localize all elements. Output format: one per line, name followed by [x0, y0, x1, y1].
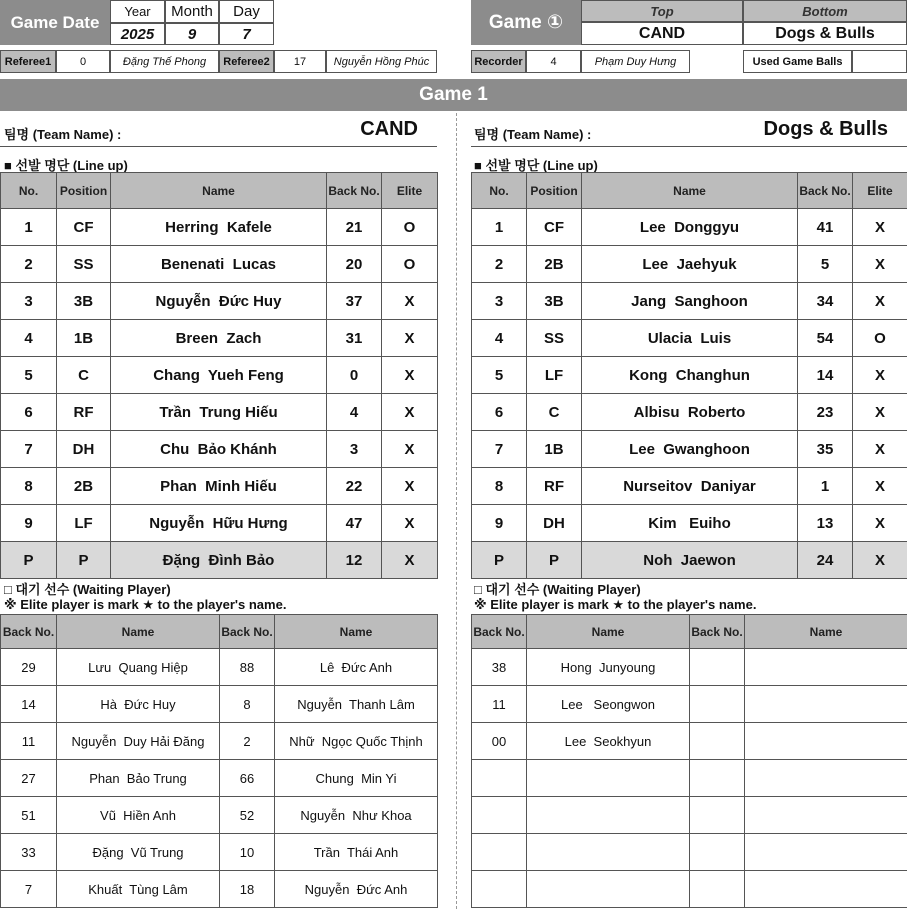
- col-back-header: Back No.: [798, 173, 853, 209]
- back-number: 14: [1, 686, 57, 723]
- elite-mark: X: [853, 394, 907, 431]
- back-number: 54: [798, 320, 853, 357]
- back-number: 66: [220, 760, 275, 797]
- position: DH: [57, 431, 111, 468]
- player-name: Albisu Roberto: [582, 394, 798, 431]
- back-number: [690, 723, 745, 760]
- col-elite-header: Elite: [382, 173, 438, 209]
- player-name: Trần Thái Anh: [275, 834, 438, 871]
- position: SS: [57, 246, 111, 283]
- elite-mark: X: [382, 431, 438, 468]
- back-number: [690, 686, 745, 723]
- position: CF: [57, 209, 111, 246]
- back-number: 27: [1, 760, 57, 797]
- lineup-row: [472, 209, 907, 246]
- right-lineup-table: [471, 172, 907, 579]
- player-name: Lê Đức Anh: [275, 649, 438, 686]
- back-number: 35: [798, 431, 853, 468]
- back-number: 37: [327, 283, 382, 320]
- position: SS: [527, 320, 582, 357]
- back-number: 8: [220, 686, 275, 723]
- lineup-row: [1, 246, 438, 283]
- player-name: [527, 871, 690, 908]
- player-name: Đặng Vũ Trung: [57, 834, 220, 871]
- player-name: Lee Gwanghoon: [582, 431, 798, 468]
- elite-mark: X: [853, 357, 907, 394]
- back-number: [690, 649, 745, 686]
- elite-mark: X: [853, 505, 907, 542]
- game-banner: Game 1: [0, 79, 907, 111]
- back-number: 34: [798, 283, 853, 320]
- right-lineup-label: ■ 선발 명단 (Line up): [474, 158, 598, 173]
- left-elite-note: ※ Elite player is mark ★ to the player's name.: [4, 597, 287, 612]
- left-team-name: CAND: [360, 118, 418, 140]
- batting-order: 7: [1, 431, 57, 468]
- waiting-row: [472, 723, 907, 760]
- batting-order: 9: [472, 505, 527, 542]
- col-name-header: Name: [745, 615, 907, 649]
- left-waiting-table: [0, 614, 438, 908]
- back-number: 0: [327, 357, 382, 394]
- back-number: [690, 760, 745, 797]
- player-name: Nurseitov Daniyar: [582, 468, 798, 505]
- back-number: 88: [220, 649, 275, 686]
- waiting-row: [1, 834, 438, 871]
- position: P: [57, 542, 111, 579]
- back-number: 12: [327, 542, 382, 579]
- batting-order: 3: [1, 283, 57, 320]
- waiting-row: [472, 649, 907, 686]
- elite-mark: X: [382, 357, 438, 394]
- lineup-row: [1, 394, 438, 431]
- back-number: 31: [327, 320, 382, 357]
- back-number: 2: [220, 723, 275, 760]
- position: RF: [527, 468, 582, 505]
- batting-order: 6: [472, 394, 527, 431]
- batting-order: 6: [1, 394, 57, 431]
- back-number: 1: [798, 468, 853, 505]
- position: 3B: [527, 283, 582, 320]
- back-number: 51: [1, 797, 57, 834]
- player-name: Trần Trung Hiếu: [111, 394, 327, 431]
- col-no-header: No.: [472, 173, 527, 209]
- player-name: [745, 871, 907, 908]
- player-name: [745, 686, 907, 723]
- position: CF: [527, 209, 582, 246]
- col-name-header: Name: [111, 173, 327, 209]
- player-name: Hà Đức Huy: [57, 686, 220, 723]
- player-name: [527, 834, 690, 871]
- recorder-number: 4: [526, 50, 581, 73]
- lineup-row: [472, 357, 907, 394]
- player-name: [745, 834, 907, 871]
- player-name: Khuất Tùng Lâm: [57, 871, 220, 908]
- month-label: Month: [165, 0, 219, 23]
- back-number: 3: [327, 431, 382, 468]
- player-name: Chu Bảo Khánh: [111, 431, 327, 468]
- back-number: 24: [798, 542, 853, 579]
- player-name: Breen Zach: [111, 320, 327, 357]
- position: 2B: [57, 468, 111, 505]
- batting-order: 8: [472, 468, 527, 505]
- position: P: [527, 542, 582, 579]
- player-name: [745, 723, 907, 760]
- back-number: 7: [1, 871, 57, 908]
- waiting-row: [1, 723, 438, 760]
- batting-order: 5: [472, 357, 527, 394]
- batting-order: 9: [1, 505, 57, 542]
- batting-order: 4: [1, 320, 57, 357]
- month-value: 9: [165, 23, 219, 45]
- lineup-row: [472, 468, 907, 505]
- col-back-header: Back No.: [327, 173, 382, 209]
- player-name: Jang Sanghoon: [582, 283, 798, 320]
- referee2-number: 17: [274, 50, 326, 73]
- elite-mark: X: [382, 394, 438, 431]
- referee1-label: Referee1: [0, 50, 56, 73]
- waiting-row: [472, 760, 907, 797]
- top-label: Top: [581, 0, 743, 22]
- back-number: 33: [1, 834, 57, 871]
- back-number: 29: [1, 649, 57, 686]
- batting-order: P: [472, 542, 527, 579]
- waiting-row: [472, 834, 907, 871]
- right-team-underline: [471, 146, 907, 147]
- top-team: CAND: [581, 22, 743, 45]
- back-number: 11: [1, 723, 57, 760]
- center-divider: [456, 113, 457, 909]
- referee2-label: Referee2: [219, 50, 274, 73]
- referee2-name: Nguyễn Hồng Phúc: [326, 50, 437, 73]
- player-name: [745, 797, 907, 834]
- right-waiting-label: □ 대기 선수 (Waiting Player): [474, 582, 641, 597]
- lineup-row: [472, 542, 907, 579]
- position: LF: [527, 357, 582, 394]
- referee1-number: 0: [56, 50, 110, 73]
- waiting-row: [472, 686, 907, 723]
- lineup-row: [1, 505, 438, 542]
- elite-mark: X: [853, 209, 907, 246]
- position: RF: [57, 394, 111, 431]
- elite-mark: X: [382, 468, 438, 505]
- game-date-label: Game Date: [0, 0, 110, 45]
- elite-mark: X: [382, 320, 438, 357]
- elite-mark: X: [853, 468, 907, 505]
- col-name-header: Name: [57, 615, 220, 649]
- elite-mark: O: [382, 246, 438, 283]
- back-number: 21: [327, 209, 382, 246]
- col-back-header: Back No.: [1, 615, 57, 649]
- back-number: 41: [798, 209, 853, 246]
- col-name-header: Name: [527, 615, 690, 649]
- right-team-name-label: 팀명 (Team Name) :: [474, 127, 592, 142]
- elite-mark: X: [382, 542, 438, 579]
- batting-order: 4: [472, 320, 527, 357]
- player-name: Nguyễn Thanh Lâm: [275, 686, 438, 723]
- player-name: Nguyễn Đức Anh: [275, 871, 438, 908]
- lineup-row: [1, 209, 438, 246]
- player-name: Chung Min Yi: [275, 760, 438, 797]
- back-number: [472, 834, 527, 871]
- back-number: [690, 871, 745, 908]
- batting-order: 5: [1, 357, 57, 394]
- position: LF: [57, 505, 111, 542]
- lineup-row: [1, 283, 438, 320]
- elite-mark: X: [382, 505, 438, 542]
- back-number: 47: [327, 505, 382, 542]
- col-name-header: Name: [582, 173, 798, 209]
- back-number: 10: [220, 834, 275, 871]
- elite-mark: O: [382, 209, 438, 246]
- batting-order: 7: [472, 431, 527, 468]
- player-name: [745, 649, 907, 686]
- bottom-team: Dogs & Bulls: [743, 22, 907, 45]
- col-position-header: Position: [57, 173, 111, 209]
- batting-order: 1: [1, 209, 57, 246]
- left-team-underline: [0, 146, 437, 147]
- right-team-name: Dogs & Bulls: [763, 118, 888, 140]
- back-number: 18: [220, 871, 275, 908]
- waiting-row: [1, 649, 438, 686]
- waiting-row: [1, 797, 438, 834]
- elite-mark: X: [382, 283, 438, 320]
- position: 1B: [57, 320, 111, 357]
- col-elite-header: Elite: [853, 173, 907, 209]
- lineup-row: [472, 320, 907, 357]
- elite-mark: X: [853, 246, 907, 283]
- waiting-row: [472, 871, 907, 908]
- player-name: Nguyễn Như Khoa: [275, 797, 438, 834]
- player-name: Kong Changhun: [582, 357, 798, 394]
- batting-order: 1: [472, 209, 527, 246]
- player-name: Vũ Hiền Anh: [57, 797, 220, 834]
- left-lineup-table: [0, 172, 438, 579]
- back-number: 00: [472, 723, 527, 760]
- position: 3B: [57, 283, 111, 320]
- back-number: 38: [472, 649, 527, 686]
- batting-order: 3: [472, 283, 527, 320]
- left-lineup-label: ■ 선발 명단 (Line up): [4, 158, 128, 173]
- batting-order: 8: [1, 468, 57, 505]
- player-name: Phan Bảo Trung: [57, 760, 220, 797]
- position: DH: [527, 505, 582, 542]
- col-no-header: No.: [1, 173, 57, 209]
- player-name: Phan Minh Hiếu: [111, 468, 327, 505]
- used-game-balls-value: [852, 50, 907, 73]
- col-back-header: Back No.: [690, 615, 745, 649]
- batting-order: P: [1, 542, 57, 579]
- position: 1B: [527, 431, 582, 468]
- player-name: [527, 797, 690, 834]
- referee1-name: Đặng Thế Phong: [110, 50, 219, 73]
- player-name: Đặng Đình Bảo: [111, 542, 327, 579]
- lineup-row: [1, 357, 438, 394]
- back-number: [472, 797, 527, 834]
- player-name: Nhữ Ngọc Quốc Thịnh: [275, 723, 438, 760]
- lineup-row: [1, 431, 438, 468]
- back-number: 5: [798, 246, 853, 283]
- right-elite-note: ※ Elite player is mark ★ to the player's name.: [474, 597, 757, 612]
- recorder-name: Phạm Duy Hưng: [581, 50, 690, 73]
- year-label: Year: [110, 0, 165, 23]
- player-name: Nguyễn Hữu Hưng: [111, 505, 327, 542]
- player-name: Benenati Lucas: [111, 246, 327, 283]
- elite-mark: X: [853, 283, 907, 320]
- player-name: Chang Yueh Feng: [111, 357, 327, 394]
- player-name: Herring Kafele: [111, 209, 327, 246]
- waiting-row: [1, 871, 438, 908]
- lineup-row: [472, 246, 907, 283]
- lineup-row: [1, 542, 438, 579]
- col-name-header: Name: [275, 615, 438, 649]
- player-name: Lee Jaehyuk: [582, 246, 798, 283]
- lineup-row: [472, 431, 907, 468]
- batting-order: 2: [472, 246, 527, 283]
- back-number: 22: [327, 468, 382, 505]
- elite-mark: O: [853, 320, 907, 357]
- waiting-row: [472, 797, 907, 834]
- player-name: Ulacia Luis: [582, 320, 798, 357]
- player-name: Kim Euiho: [582, 505, 798, 542]
- player-name: Nguyễn Đức Huy: [111, 283, 327, 320]
- recorder-label: Recorder: [471, 50, 526, 73]
- position: C: [527, 394, 582, 431]
- player-name: Lee Seongwon: [527, 686, 690, 723]
- bottom-label: Bottom: [743, 0, 907, 22]
- elite-mark: X: [853, 542, 907, 579]
- player-name: [527, 760, 690, 797]
- left-team-name-label: 팀명 (Team Name) :: [4, 127, 122, 142]
- game-number-label: Game ①: [471, 0, 581, 45]
- back-number: 13: [798, 505, 853, 542]
- right-waiting-table: [471, 614, 907, 908]
- back-number: 52: [220, 797, 275, 834]
- day-label: Day: [219, 0, 274, 23]
- player-name: [745, 760, 907, 797]
- player-name: Lee Seokhyun: [527, 723, 690, 760]
- back-number: [472, 871, 527, 908]
- col-back-header: Back No.: [220, 615, 275, 649]
- back-number: 23: [798, 394, 853, 431]
- waiting-row: [1, 686, 438, 723]
- player-name: Noh Jaewon: [582, 542, 798, 579]
- col-back-header: Back No.: [472, 615, 527, 649]
- back-number: [690, 797, 745, 834]
- player-name: Hong Junyoung: [527, 649, 690, 686]
- back-number: 11: [472, 686, 527, 723]
- back-number: 20: [327, 246, 382, 283]
- lineup-row: [1, 468, 438, 505]
- lineup-row: [1, 320, 438, 357]
- lineup-row: [472, 505, 907, 542]
- used-game-balls-label: Used Game Balls: [743, 50, 852, 73]
- back-number: 4: [327, 394, 382, 431]
- player-name: Lưu Quang Hiệp: [57, 649, 220, 686]
- lineup-row: [472, 283, 907, 320]
- player-name: Lee Donggyu: [582, 209, 798, 246]
- back-number: 14: [798, 357, 853, 394]
- position: C: [57, 357, 111, 394]
- col-position-header: Position: [527, 173, 582, 209]
- elite-mark: X: [853, 431, 907, 468]
- left-waiting-label: □ 대기 선수 (Waiting Player): [4, 582, 171, 597]
- day-value: 7: [219, 23, 274, 45]
- waiting-row: [1, 760, 438, 797]
- back-number: [690, 834, 745, 871]
- batting-order: 2: [1, 246, 57, 283]
- back-number: [472, 760, 527, 797]
- position: 2B: [527, 246, 582, 283]
- lineup-row: [472, 394, 907, 431]
- year-value: 2025: [110, 23, 165, 45]
- player-name: Nguyễn Duy Hải Đăng: [57, 723, 220, 760]
